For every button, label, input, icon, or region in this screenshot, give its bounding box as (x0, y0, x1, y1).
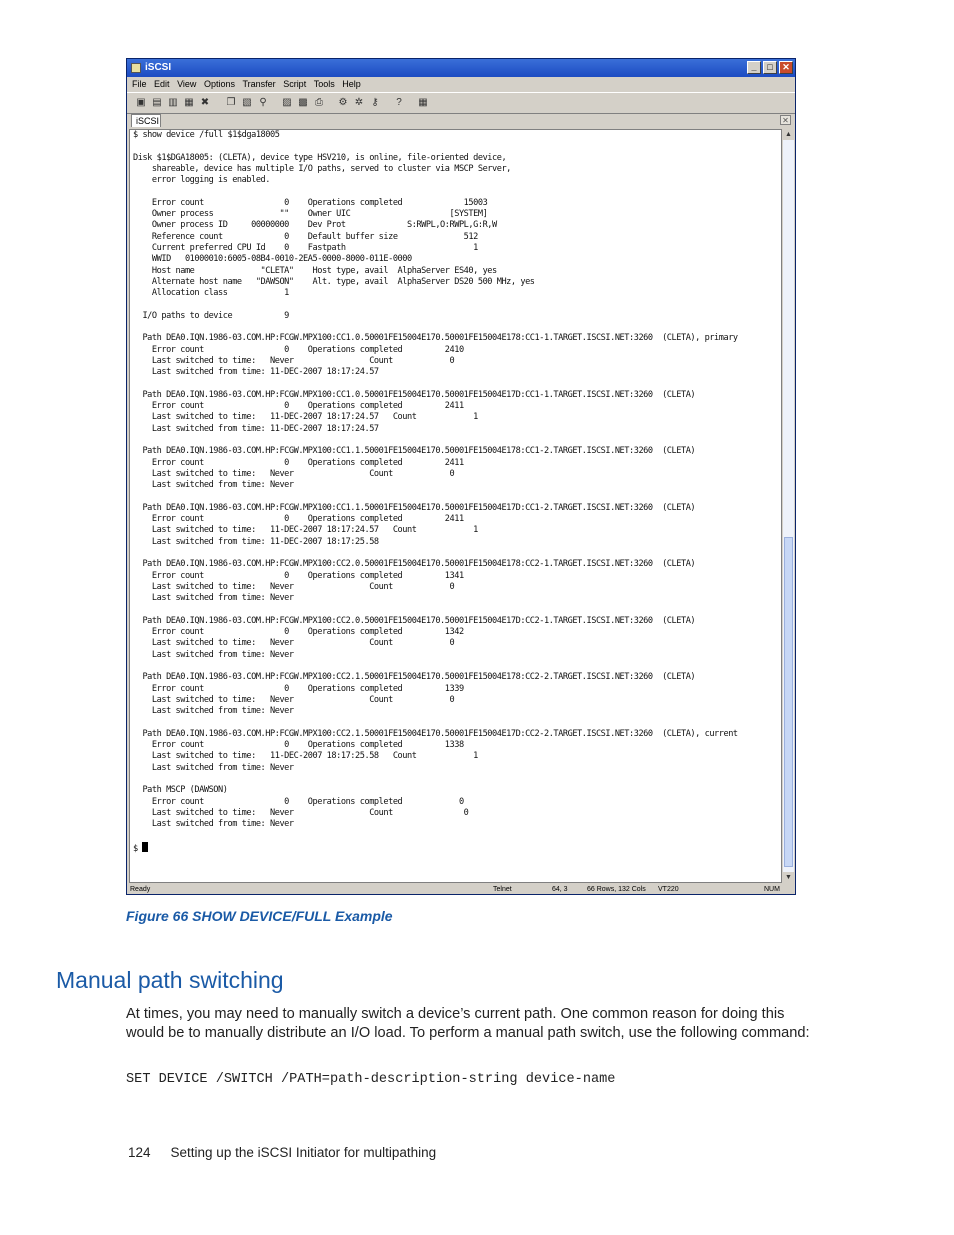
command-syntax: SET DEVICE /SWITCH /PATH=path-description-string device-name (126, 1072, 616, 1087)
terminal-line: Current preferred CPU Id 0 Fastpath 1 (133, 242, 478, 253)
status-emulation: VT220 (658, 886, 679, 893)
close-button[interactable]: ✕ (779, 61, 793, 74)
terminal-line: Last switched to time: Never Count 0 (133, 807, 469, 818)
key-icon[interactable]: ⚷ (371, 97, 379, 108)
terminal-line: Error count 0 Operations completed 15003 (133, 197, 488, 208)
menu-view[interactable]: View (177, 79, 197, 89)
terminal-line: Host name "CLETA" Host type, avail AlphaServer ES40, yes (133, 265, 497, 276)
toolbar (127, 92, 795, 114)
terminal-screen[interactable] (129, 129, 782, 883)
status-num: NUM (764, 886, 780, 893)
terminal-line: Last switched to time: 11-DEC-2007 18:17:24.57 Count 1 (133, 412, 478, 423)
terminal-line: Last switched from time: Never (133, 593, 294, 604)
footer-chapter-title: Setting up the iSCSI Initiator for multipathing (170, 1145, 437, 1160)
copy-icon[interactable]: ❐ (226, 97, 236, 108)
options-icon[interactable]: ▦ (418, 97, 428, 108)
tab-close-icon[interactable]: ✕ (780, 115, 791, 125)
terminal-line (133, 299, 738, 310)
terminal-line: Error count 0 Operations completed 0 (133, 796, 464, 807)
terminal-line: Last switched from time: Never (133, 480, 294, 491)
status-cursor-position: 64, 3 (552, 886, 568, 893)
terminal-line: Last switched from time: 11-DEC-2007 18:17:25.58 (133, 536, 379, 547)
terminal-line (133, 774, 738, 785)
print-setup-icon[interactable]: ▩ (298, 97, 308, 108)
text-cursor (142, 842, 148, 852)
find-icon[interactable]: ⚲ (259, 97, 267, 108)
terminal-window-screenshot (126, 58, 796, 895)
terminal-line: Last switched from time: 11-DEC-2007 18:17:24.57 (133, 423, 379, 434)
terminal-line: I/O paths to device 9 (133, 310, 289, 321)
terminal-line: Last switched to time: Never Count 0 (133, 638, 455, 649)
terminal-line: Error count 0 Operations completed 1339 (133, 683, 464, 694)
print-icon[interactable]: ⎙ (315, 97, 323, 108)
terminal-line: Path DEA0.IQN.1986-03.COM.HP:FCGW.MPX100:CC2.0.50001FE15004E170.50001FE15004E178:CC2-1.TARGET.ISCSI.NET:3260 (CLETA) (133, 559, 696, 570)
terminal-line: Last switched from time: Never (133, 706, 294, 717)
menu-bar (127, 77, 795, 91)
terminal-line: Path DEA0.IQN.1986-03.COM.HP:FCGW.MPX100:CC1.1.50001FE15004E170.50001FE15004E178:CC1-2.TARGET.ISCSI.NET:3260 (CLETA) (133, 446, 696, 457)
terminal-line: Last switched from time: Never (133, 649, 294, 660)
terminal-line: Error count 0 Operations completed 2410 (133, 344, 464, 355)
terminal-line: shareable, device has multiple I/O paths, served to cluster via MSCP Server, (133, 163, 511, 174)
log-icon[interactable]: ▨ (282, 97, 292, 108)
app-icon (131, 63, 141, 73)
terminal-line: Path MSCP (DAWSON) (133, 785, 228, 796)
status-dimensions: 66 Rows, 132 Cols (587, 886, 646, 893)
figure-caption: Figure 66 SHOW DEVICE/FULL Example (126, 908, 393, 924)
terminal-line: Path DEA0.IQN.1986-03.COM.HP:FCGW.MPX100:CC1.1.50001FE15004E170.50001FE15004E17D:CC1-2.TARGET.ISCSI.NET:3260 (CLETA) (133, 502, 696, 513)
terminal-line: Reference count 0 Default buffer size 512 (133, 231, 478, 242)
terminal-line: Error count 0 Operations completed 2411 (133, 457, 464, 468)
terminal-line: Disk $1$DGA18005: (CLETA), device type HSV210, is online, file-oriented device, (133, 152, 507, 163)
window-titlebar (127, 59, 795, 77)
terminal-line (133, 322, 738, 333)
terminal-line (133, 435, 738, 446)
body-paragraph: At times, you may need to manually switch a device’s current path. One common reason for doing this would be to manually distribute an I/O load. To perform a manual path switch, use the following command: (126, 1006, 810, 1041)
terminal-line (133, 141, 738, 152)
terminal-line: error logging is enabled. (133, 175, 270, 186)
terminal-line: Owner process "" Owner UIC [SYSTEM] (133, 209, 488, 220)
terminal-line (133, 830, 738, 841)
terminal-line: Last switched to time: Never Count 0 (133, 581, 455, 592)
menu-transfer[interactable]: Transfer (242, 79, 276, 89)
reconnect-icon[interactable]: ▦ (184, 97, 194, 108)
window-title: iSCSI (145, 62, 172, 73)
terminal-line: Path DEA0.IQN.1986-03.COM.HP:FCGW.MPX100:CC2.1.50001FE15004E170.50001FE15004E178:CC2-2.TARGET.ISCSI.NET:3260 (CLETA) (133, 672, 696, 683)
session-icon[interactable]: ▥ (168, 97, 178, 108)
terminal-line (133, 379, 738, 390)
terminal-line: Last switched to time: Never Count 0 (133, 468, 455, 479)
status-protocol: Telnet (493, 886, 512, 893)
disconnect-icon[interactable]: ✖ (200, 97, 210, 108)
menu-help[interactable]: Help (342, 79, 361, 89)
terminal-line: Last switched to time: Never Count 0 (133, 355, 455, 366)
session-tab-row (127, 113, 795, 128)
terminal-line: Path DEA0.IQN.1986-03.COM.HP:FCGW.MPX100:CC2.1.50001FE15004E170.50001FE15004E17D:CC2-2.TARGET.ISCSI.NET:3260 (CLETA), current (133, 728, 738, 739)
menu-edit[interactable]: Edit (154, 79, 170, 89)
minimize-button[interactable]: _ (747, 61, 761, 74)
terminal-line: Error count 0 Operations completed 1342 (133, 627, 464, 638)
terminal-line (133, 548, 738, 559)
menu-file[interactable]: File (132, 79, 147, 89)
settings-icon[interactable]: ⚙ (338, 97, 348, 108)
terminal-line: $ show device /full $1$dga18005 (133, 130, 280, 140)
terminal-line: WWID 01000010:6005-08B4-0010-2EA5-0000-8000-011E-0000 (133, 254, 412, 265)
terminal-line: $ (133, 842, 738, 855)
quick-connect-icon[interactable]: ▤ (152, 97, 162, 108)
terminal-line: Path DEA0.IQN.1986-03.COM.HP:FCGW.MPX100:CC1.0.50001FE15004E170.50001FE15004E178:CC1-1.TARGET.ISCSI.NET:3260 (CLETA), primary (133, 333, 738, 344)
scroll-up-icon[interactable]: ▲ (783, 129, 794, 140)
terminal-line (133, 661, 738, 672)
connect-icon[interactable]: ▣ (136, 97, 146, 108)
help-icon[interactable]: ? (396, 97, 402, 108)
terminal-line: Path DEA0.IQN.1986-03.COM.HP:FCGW.MPX100:CC2.0.50001FE15004E170.50001FE15004E17D:CC2-1.TARGET.ISCSI.NET:3260 (CLETA) (133, 615, 696, 626)
maximize-button[interactable]: □ (763, 61, 777, 74)
terminal-line: Last switched from time: Never (133, 762, 294, 773)
terminal-line: Path DEA0.IQN.1986-03.COM.HP:FCGW.MPX100:CC1.0.50001FE15004E170.50001FE15004E17D:CC1-1.TARGET.ISCSI.NET:3260 (CLETA) (133, 389, 696, 400)
terminal-line: Last switched to time: 11-DEC-2007 18:17:25.58 Count 1 (133, 751, 478, 762)
terminal-line (133, 717, 738, 728)
scroll-thumb[interactable] (784, 537, 793, 867)
terminal-line: Error count 0 Operations completed 1341 (133, 570, 464, 581)
menu-script[interactable]: Script (283, 79, 307, 89)
status-ready: Ready (130, 886, 151, 893)
page-footer (128, 1145, 436, 1160)
terminal-line: Last switched from time: Never (133, 819, 294, 830)
tab-iscsi[interactable]: iSCSI (131, 114, 161, 127)
terminal-line: Last switched from time: 11-DEC-2007 18:17:24.57 (133, 367, 379, 378)
terminal-line (133, 186, 738, 197)
menu-tools[interactable]: Tools (313, 79, 335, 89)
scroll-down-icon[interactable]: ▼ (783, 872, 794, 883)
paste-icon[interactable]: ▧ (242, 97, 252, 108)
terminal-line (133, 492, 738, 503)
terminal-line (133, 604, 738, 615)
terminal-line: Alternate host name "DAWSON" Alt. type, avail AlphaServer DS20 500 MHz, yes (133, 276, 535, 287)
terminal-line: Last switched to time: Never Count 0 (133, 694, 455, 705)
menu-options[interactable]: Options (203, 79, 235, 89)
terminal-line: Error count 0 Operations completed 2411 (133, 514, 464, 525)
terminal-line: Owner process ID 00000000 Dev Prot S:RWPL,O:RWPL,G:R,W (133, 220, 497, 231)
keymap-icon[interactable]: ✲ (354, 97, 364, 108)
status-bar (127, 884, 795, 895)
terminal-line: Allocation class 1 (133, 288, 289, 299)
terminal-output (133, 130, 738, 855)
section-heading: Manual path switching (56, 967, 284, 993)
terminal-line: Error count 0 Operations completed 2411 (133, 401, 464, 412)
vertical-scrollbar[interactable] (783, 129, 794, 883)
terminal-line: Last switched to time: 11-DEC-2007 18:17:24.57 Count 1 (133, 525, 478, 536)
page-number: 124 (128, 1145, 151, 1160)
terminal-line: Error count 0 Operations completed 1338 (133, 740, 464, 751)
